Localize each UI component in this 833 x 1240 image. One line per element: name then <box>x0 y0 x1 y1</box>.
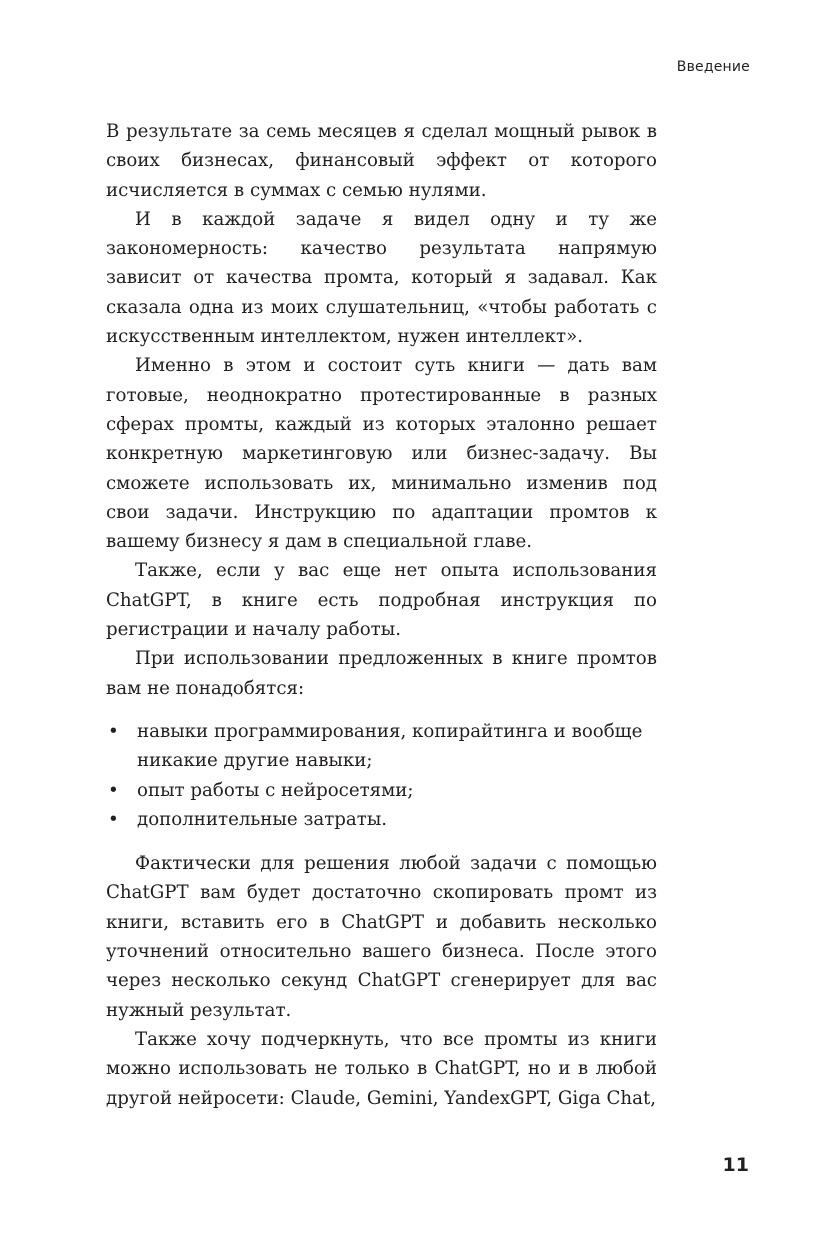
list-item-text: навыки программирования, копирайтинга и вообще никакие другие навыки; <box>137 720 643 772</box>
list-item <box>106 776 657 805</box>
paragraph: В результате за семь месяцев я сделал мощный рывок в своих бизнесах, финансовый эффект от которого исчисляется в суммах с семью нулями. <box>106 121 657 201</box>
paragraph: Также, если у вас еще нет опыта использования ChatGPT, в книге есть подробная инструкция по регистрации и началу работы. <box>106 560 657 641</box>
running-head-title: Введение <box>676 59 750 75</box>
bullet-list <box>106 717 657 834</box>
bullet-icon: • <box>108 779 119 801</box>
list-item-text: опыт работы с нейросетями; <box>137 779 414 801</box>
bullet-icon: • <box>108 808 119 830</box>
list-item-text: дополнительные затраты. <box>137 808 388 830</box>
page-number: 11 <box>722 1154 749 1176</box>
paragraph: Фактически для решения любой задачи с помощью ChatGPT вам будет достаточно скопировать промт из книги, вставить его в ChatGPT и добавить несколько уточнений относительно вашего бизнеса. После этого через несколько секунд ChatGPT сгенерирует для вас нужный результат. <box>106 853 657 1021</box>
paragraph: При использовании предложенных в книге промтов вам не понадобятся: <box>106 648 657 699</box>
paragraph: Также хочу подчеркнуть, что все промты из книги можно использовать не только в ChatGPT, но и в любой другой нейросети: Claude, Gemini, YandexGPT, Giga Chat, <box>106 1028 657 1109</box>
list-item <box>106 805 657 834</box>
paragraph: И в каждой задаче я видел одну и ту же закономерность: качество результата напрямую зависит от качества промта, который я задавал. Как сказала одна из моих слушательниц, «чтобы работать с искусственным интеллектом, нужен интеллект». <box>106 208 657 348</box>
bullet-icon: • <box>108 720 119 742</box>
list-item <box>106 717 657 776</box>
paragraph: Именно в этом и состоит суть книги — дать вам готовые, неоднократно протестированные в разных сферах промты, каждый из которых эталонно решает конкретную маркетинговую или бизнес-задачу. Вы сможете использовать их, минимально изменив под свои задачи. Инструкцию по адаптации промтов к вашему бизнесу я дам в специальной главе. <box>106 355 657 553</box>
body-text <box>106 117 657 1113</box>
